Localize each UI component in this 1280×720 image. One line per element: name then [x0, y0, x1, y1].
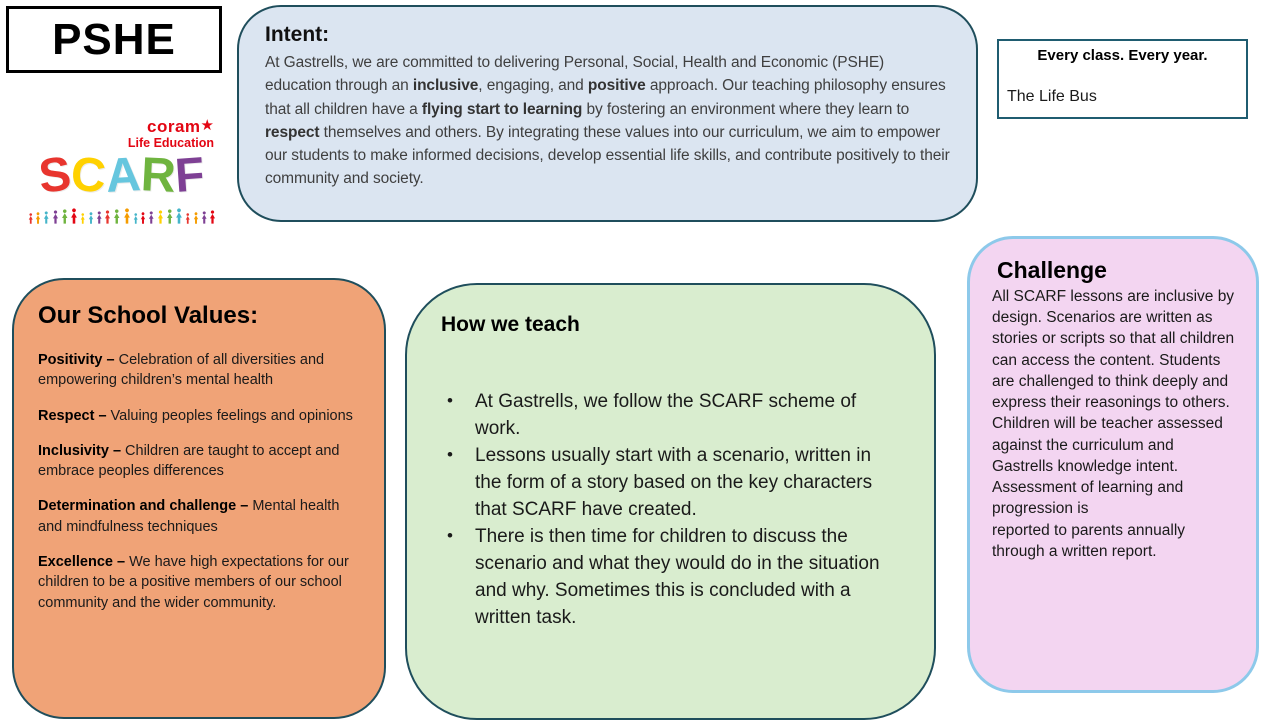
teach-bullet-item: • There is then time for children to discuss the scenario and what they would do in the situation and why. Sometimes this is concluded with a written task. [441, 524, 900, 632]
challenge-paragraph: reported to parents annually through a written report. [992, 521, 1186, 560]
intent-text-segment: inclusive [412, 77, 479, 95]
life-education-text: Life Education [127, 135, 214, 150]
school-values-list [38, 350, 360, 613]
scarf-letter: A [104, 148, 143, 203]
person-icon [70, 208, 78, 224]
scarf-letter: R [139, 148, 177, 203]
intent-text-segment: At Gastrells, we are committed to delivering Personal, Social, Health and Economic (PSHE) education through an [265, 54, 885, 95]
intent-text-segment: flying start to learning [421, 100, 583, 118]
teach-bullet-item: • At Gastrells, we follow the SCARF scheme of work. [441, 389, 900, 443]
school-values-heading: Our School Values: [38, 302, 259, 329]
intent-text-segment: respect [265, 123, 320, 141]
coram-star-icon: ★ [200, 117, 214, 134]
person-icon [148, 211, 155, 224]
school-value-name: Excellence – [38, 554, 130, 571]
person-icon [133, 213, 139, 224]
challenge-paragraph: All SCARF lessons are inclusive by design. Scenarios are written as stories or scripts so that all children can access the content. Students are challenged to think deeply and express their reasonings to others. [992, 288, 1235, 412]
person-icon [61, 209, 69, 224]
life-bus-text: The Life Bus [1007, 88, 1097, 105]
school-value-name: Inclusivity – [38, 442, 126, 459]
coram-text: coram [147, 117, 201, 136]
school-value-item [38, 350, 360, 391]
challenge-heading: Challenge [997, 257, 1107, 283]
school-value-name: Respect – [38, 407, 111, 424]
person-icon [80, 213, 86, 224]
person-icon [104, 210, 111, 224]
intent-heading: Intent: [265, 23, 330, 46]
school-value-item [38, 406, 360, 426]
scarf-logo [22, 118, 222, 224]
school-value-item [38, 441, 360, 482]
person-icon [123, 208, 131, 224]
challenge-box [967, 236, 1259, 693]
teach-bullet-item: • Lessons usually start with a scenario, written in the form of a story based on the key characters that SCARF have created. [441, 443, 900, 524]
scarf-letter: F [173, 147, 207, 203]
intent-body-text [265, 51, 950, 191]
person-icon [185, 213, 191, 224]
scarf-letter: S [36, 147, 74, 204]
scarf-letter: C [69, 147, 108, 204]
intent-text-segment: , engaging, and [478, 77, 588, 95]
person-icon [193, 212, 199, 224]
person-icon [43, 211, 50, 224]
intent-box [237, 5, 978, 222]
challenge-paragraph: Children will be teacher assessed against the curriculum and Gastrells knowledge intent. Assessment of learning and progression is [992, 415, 1223, 518]
school-values-box [12, 278, 386, 719]
person-icon [28, 213, 34, 224]
life-bus-box [997, 39, 1248, 119]
school-value-description: Celebration of all diversities and empowering children’s mental health [38, 352, 325, 389]
people-figures-row [22, 206, 222, 224]
school-value-description: Mental health and mindfulness techniques [38, 498, 340, 535]
intent-text-segment: by fostering an environment where they learn to [582, 100, 910, 118]
intent-text-segment: positive [587, 77, 646, 95]
person-icon [113, 209, 121, 224]
person-icon [157, 210, 164, 224]
pshe-title-box [6, 6, 222, 73]
school-value-name: Determination and challenge – [38, 498, 253, 515]
school-value-name: Positivity – [38, 352, 119, 368]
pshe-title: PSHE [52, 14, 176, 64]
life-bus-heading: Every class. Every year. [1037, 47, 1208, 64]
person-icon [166, 209, 174, 224]
challenge-body-text [992, 286, 1238, 562]
intent-text-segment: approach. Our teaching philosophy ensures that all children have a [265, 77, 946, 118]
how-we-teach-list [441, 389, 900, 632]
school-value-description: We have high expectations for our children to be a positive members of our school community and the wider community. [38, 554, 349, 611]
coram-wordmark [22, 118, 222, 150]
person-icon [140, 212, 146, 224]
how-we-teach-box [405, 283, 936, 720]
person-icon [175, 208, 183, 224]
school-value-description: Valuing peoples feelings and opinions [110, 407, 353, 424]
person-icon [52, 210, 59, 224]
school-value-item [38, 552, 360, 613]
scarf-wordmark [22, 147, 222, 204]
person-icon [201, 211, 208, 224]
person-icon [35, 212, 41, 224]
intent-text-segment: themselves and others. By integrating these values into our curriculum, we aim to empower our students to make informed decisions, develop essential life skills, and contribute positively to their community and society. [265, 123, 950, 188]
person-icon [88, 212, 94, 224]
school-value-description: Children are taught to accept and embrace peoples differences [38, 442, 340, 480]
person-icon [96, 211, 103, 224]
person-icon [209, 210, 216, 224]
school-value-item [38, 496, 360, 537]
how-we-teach-heading: How we teach [441, 313, 580, 336]
